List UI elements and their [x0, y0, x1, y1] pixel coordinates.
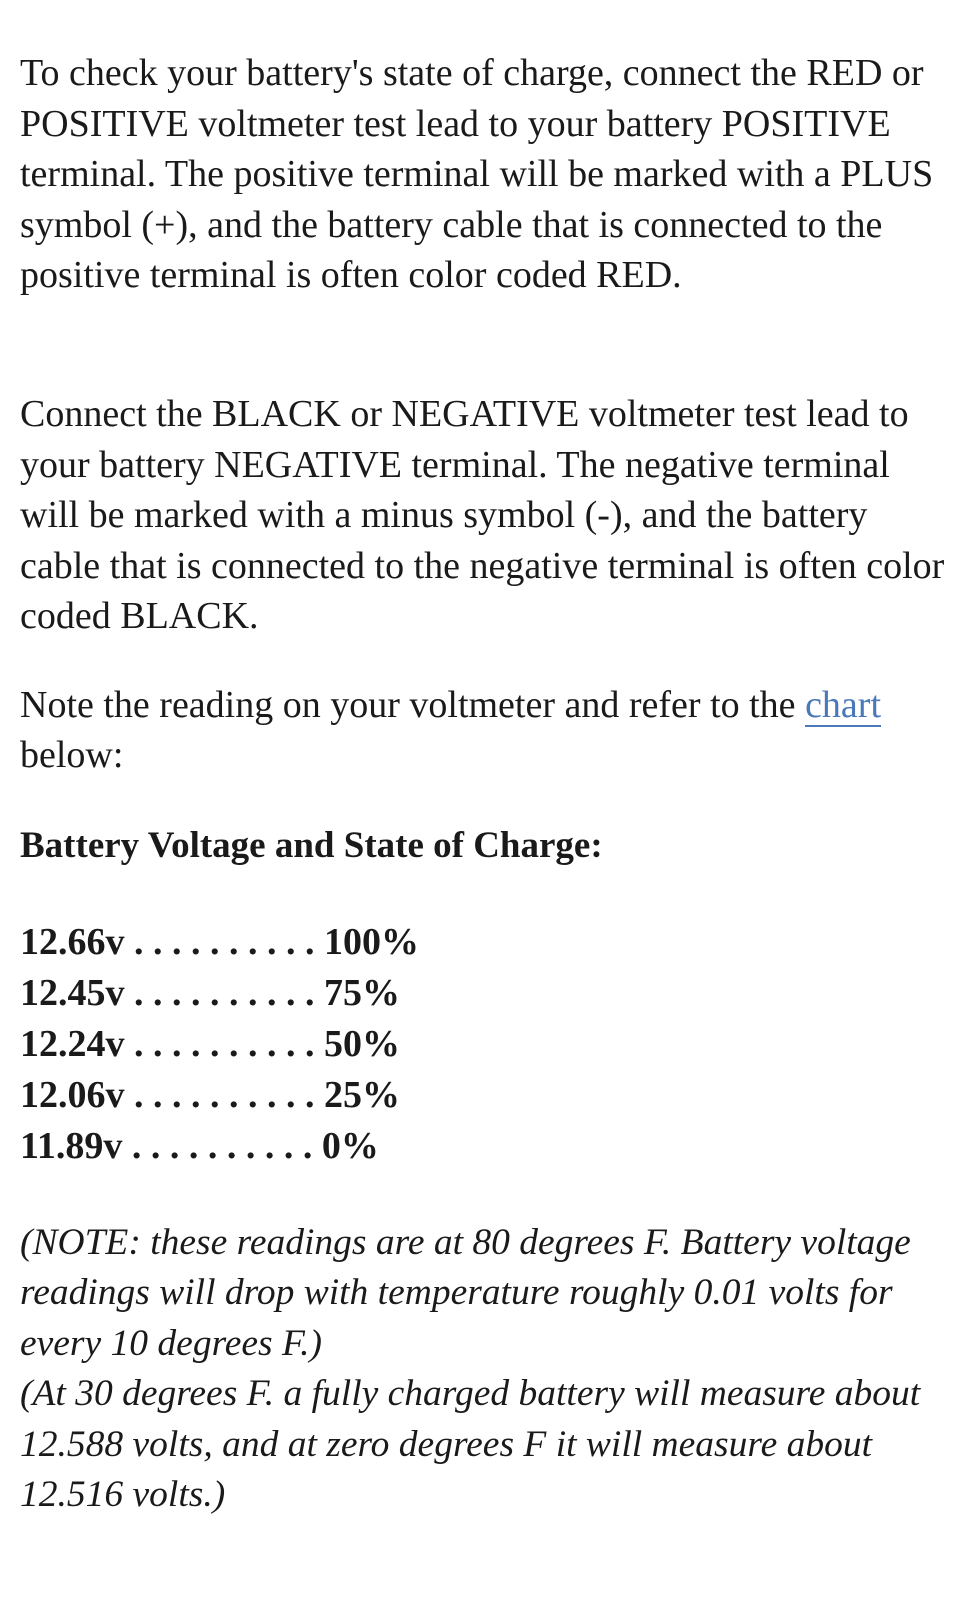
charge-value: 0%: [321, 1124, 379, 1167]
voltage-value: 12.24v: [20, 1022, 125, 1065]
chart-row: [20, 1070, 950, 1121]
instruction-paragraph-positive: To check your battery's state of charge, connect the RED or POSITIVE voltmeter test lead to your battery POSITIVE terminal. The positive terminal will be marked with a PLUS symbol (+), and the battery cable that is connected to the positive terminal is often color coded RED.: [20, 52, 934, 296]
chart-row: [20, 1121, 950, 1172]
article-body: [20, 48, 950, 1521]
voltage-value: 12.06v: [20, 1073, 125, 1116]
dot-leader: . . . . . . . . . .: [124, 1073, 324, 1116]
chart-row: [20, 1019, 950, 1070]
note-temperature-drop: (NOTE: these readings are at 80 degrees F. Battery voltage readings will drop with temperature roughly 0.01 volts for every 10 degrees F.): [20, 1221, 911, 1364]
voltage-value: 11.89v: [20, 1124, 123, 1167]
chart-link[interactable]: chart: [805, 683, 882, 726]
voltage-value: 12.66v: [20, 920, 125, 963]
chart-row: [20, 917, 950, 968]
dot-leader: . . . . . . . . . .: [122, 1124, 322, 1167]
voltage-value: 12.45v: [20, 971, 125, 1014]
dot-leader: . . . . . . . . . .: [124, 920, 324, 963]
voltage-chart: [20, 917, 950, 1172]
dot-leader: . . . . . . . . . .: [124, 1022, 324, 1065]
instruction-paragraph-reading: [20, 680, 950, 781]
chart-heading: Battery Voltage and State of Charge:: [20, 824, 603, 866]
charge-value: 25%: [324, 1073, 400, 1116]
charge-value: 100%: [324, 920, 419, 963]
temperature-note: [20, 1218, 950, 1521]
reading-text-before: Note the reading on your voltmeter and refer to the: [20, 683, 806, 726]
note-cold-readings: (At 30 degrees F. a fully charged battery will measure about 12.588 volts, and at zero degrees F it will measure about 12.516 volts.): [20, 1373, 921, 1515]
instruction-paragraph-negative: Connect the BLACK or NEGATIVE voltmeter test lead to your battery NEGATIVE terminal. The negative terminal will be marked with a minus symbol (-), and the battery cable that is connected to the negative terminal is often color coded BLACK.: [20, 393, 945, 637]
reading-text-after: below:: [20, 734, 124, 776]
chart-row: [20, 968, 950, 1019]
charge-value: 50%: [324, 1022, 400, 1065]
dot-leader: . . . . . . . . . .: [124, 971, 324, 1014]
charge-value: 75%: [324, 971, 400, 1014]
